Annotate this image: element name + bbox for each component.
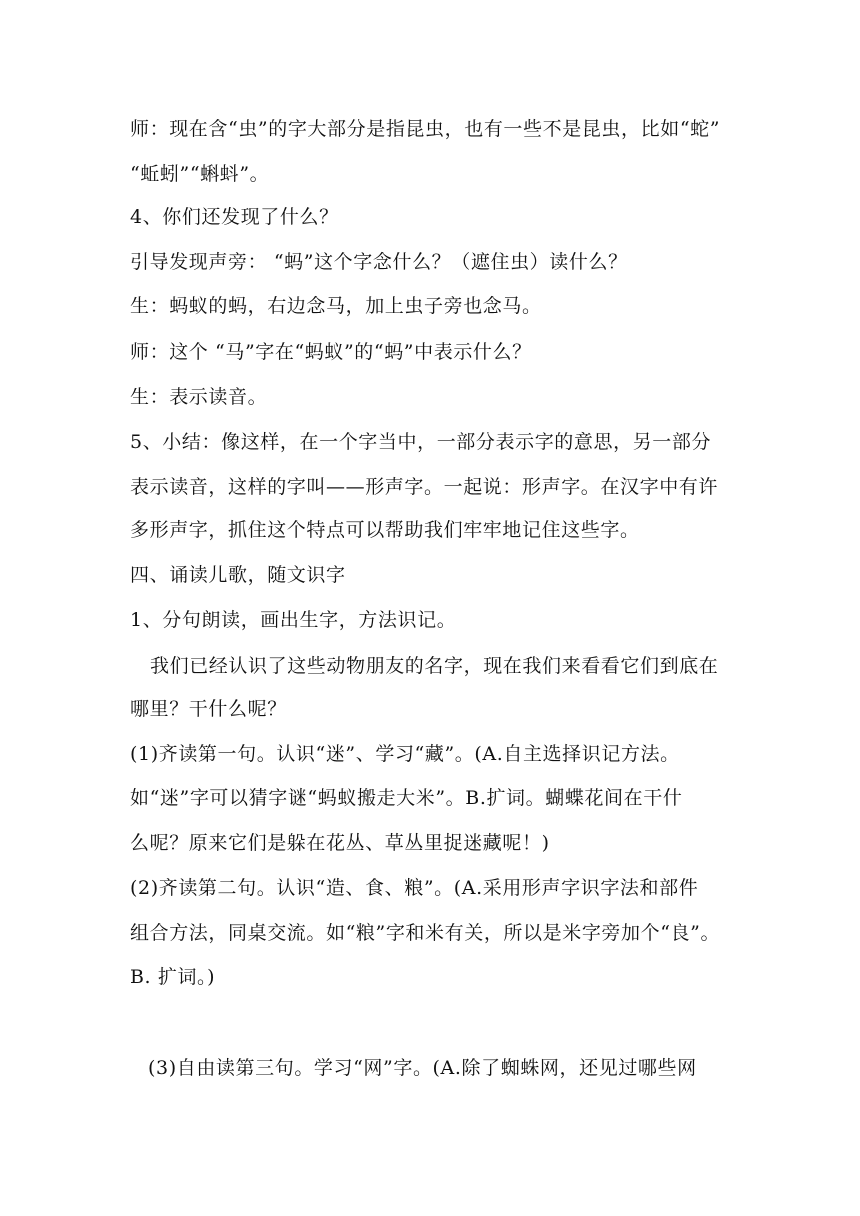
- paragraph-line: 5、小结：像这样，在一个字当中，一部分表示字的意思，另一部分: [130, 431, 712, 453]
- paragraph-line: 我们已经认识了这些动物朋友的名字，现在我们来看看它们到底在: [150, 655, 719, 677]
- paragraph-line: 表示读音，这样的字叫——形声字。一起说：形声字。在汉字中有许: [130, 476, 719, 498]
- paragraph-line: 多形声字，抓住这个特点可以帮助我们牢牢地记住这些字。: [130, 519, 640, 541]
- paragraph-line: 师：现在含“虫”的字大部分是指昆虫，也有一些不是昆虫，比如“蛇”: [130, 118, 721, 140]
- paragraph-line: 哪里？干什么呢？: [130, 698, 287, 720]
- paragraph-line: (2)齐读第二句。认识“造、食、粮”。(A.采用形声字识字法和部件: [130, 877, 699, 899]
- paragraph-line: B. 扩词。): [130, 966, 216, 988]
- paragraph-line: 生：表示读音。: [130, 386, 268, 408]
- paragraph-line: 4、你们还发现了什么？: [130, 206, 339, 228]
- paragraph-line: (1)齐读第一句。认识“迷”、学习“藏”。(A.自主选择识记方法。: [130, 743, 680, 765]
- paragraph-line: 生：蚂蚁的蚂，右边念马，加上虫子旁也念马。: [130, 295, 542, 317]
- paragraph-line: (3)自由读第三句。学习“网”字。(A.除了蜘蛛网，还见过哪些网: [148, 1057, 697, 1079]
- paragraph-line: 1、分句朗读，画出生字，方法识记。: [130, 609, 457, 631]
- paragraph-line: 如“迷”字可以猜字谜“蚂蚁搬走大米”。B.扩词。蝴蝶花间在干什: [130, 787, 683, 809]
- paragraph-line: “蚯蚓”“蝌蚪”。: [130, 163, 270, 185]
- paragraph-line: 组合方法，同桌交流。如“粮”字和米有关，所以是米字旁加个“良”。: [130, 922, 721, 944]
- section-heading: 四、诵读儿歌，随文识字: [130, 564, 346, 586]
- paragraph-line: 么呢？原来它们是躲在花丛、草丛里捉迷藏呢！): [130, 832, 550, 854]
- paragraph-line: 引导发现声旁： “蚂”这个字念什么？（遮住虫）读什么？: [130, 251, 628, 273]
- paragraph-line: 师：这个 “马”字在“蚂蚁”的“蚂”中表示什么？: [130, 341, 532, 363]
